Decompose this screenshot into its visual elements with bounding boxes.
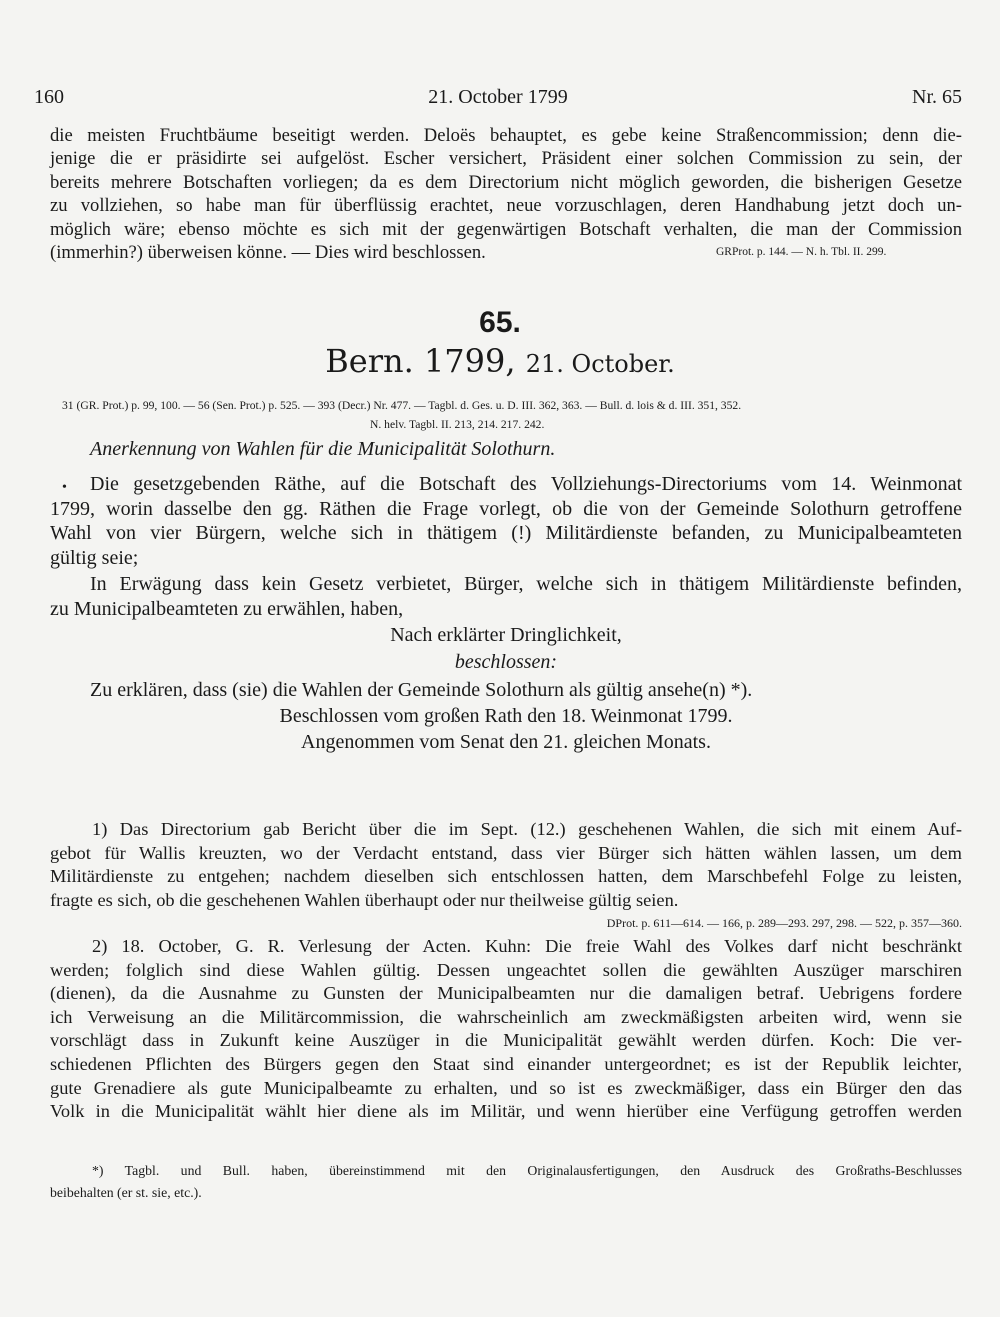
entry-date: 21. October. (525, 350, 675, 378)
text-line: Die gesetzgebenden Räthe, auf die Botschaft des Vollziehungs-Directoriums vom 14. Weinmonat (90, 473, 962, 495)
text-line (50, 241, 962, 264)
text-line: vorschlägt dass in Zukunft keine Auszüger in die Municipalität gewählt werden dürfen. Koch: Die ver- (50, 1030, 962, 1051)
resolved-clause: beschlossen: (454, 651, 558, 674)
continuation-paragraph (50, 124, 962, 264)
text-line: zu vollziehen, so habe man für überflüssig erachtet, neue vorzuschlagen, deren Handhabung jetzt doch un- (50, 195, 962, 217)
text-line: zu Municipalbeamteten zu erwählen, haben, (50, 597, 404, 620)
text-line: (dienen), da die Ausnahme zu Gunsten der Municipalbeamten nur die damaligen betraf. Uebrigens fordere (50, 983, 962, 1004)
text-line: gute Grenadiere als gute Municipalbeamte zu erhalten, und so ist es zweckmäßiger, dass ein Bürger den das (50, 1077, 962, 1098)
entry-subtitle: Anerkennung von Wahlen für die Municipalität Solothurn. (90, 438, 556, 460)
text-line: 2) 18. October, G. R. Verlesung der Acten. Kuhn: Die freie Wahl des Volkes darf nicht beschränkt (92, 936, 962, 956)
header-date: 21. October 1799 (428, 86, 568, 108)
text-line: In Erwägung dass kein Gesetz verbietet, Bürger, welche sich in thätigem Militärdienste befinden, (90, 573, 962, 596)
source-line: N. helv. Tagbl. II. 213, 214. 217. 242. (370, 418, 545, 431)
text-line: gebot für Wallis kreuzten, wo der Verdacht entstand, dass vier Bürger sich hätten wählen lassen, um dem (50, 842, 962, 863)
source-list (62, 396, 962, 434)
text-line: 1799, worin dasselbe den gg. Räthen die Frage vorlegt, ob die von der Gemeinde Solothurn getroffene (50, 497, 962, 520)
council-resolution: Beschlossen vom großen Rath den 18. Weinmonat 1799. (279, 705, 733, 728)
decree-text (50, 472, 962, 755)
running-header (34, 86, 962, 114)
text-line: schiedenen Pflichten des Bürgers gegen den Staat sind einander untergeordnet; es ist der Republik leichter, (50, 1053, 962, 1074)
senate-acceptance: Angenommen vom Senat den 21. gleichen Monats. (301, 730, 711, 753)
footnote-line: *) Tagbl. und Bull. haben, übereinstimmend mit den Originalausfertigungen, den Ausdruck des Großraths-Beschlusses (92, 1163, 962, 1178)
text-line: bereits mehrere Botschaften vorliegen; da es dem Directorium nicht möglich geworden, die bisherigen Gesetze (50, 171, 962, 193)
source-reference: GRProt. p. 144. — N. h. Tbl. II. 299. (716, 245, 887, 258)
footnote (50, 1160, 962, 1204)
entry-heading (0, 342, 1000, 380)
urgency-clause: Nach erklärter Dringlichkeit, (390, 623, 622, 646)
note-1 (50, 818, 962, 936)
text-line: jenige die er präsidirte sei aufgelöst. Escher versichert, Präsident einer solchen Commission zu sein, der (50, 148, 962, 170)
footnote-line: beibehalten (er st. sie, etc.). (50, 1185, 202, 1200)
text-line: Volk in die Municipalität wählt hier diene als im Militär, und wenn hierüber eine Verfügung getroffen werden (50, 1101, 962, 1122)
margin-mark: • (62, 480, 67, 495)
declaration-clause: Zu erklären, dass (sie) die Wahlen der Gemeinde Solothurn als gültig ansehe(n) *). (90, 678, 753, 701)
text-line: werden; folglich sind diese Wahlen gültig. Dessen ungeachtet sollen die gewählten Auszüger marschiren (50, 959, 962, 980)
text-line: möglich wäre; ebenso möchte es sich mit der gegenwärtigen Botschaft verhalten, die man der Commission (50, 218, 962, 240)
entry-number: 65. (479, 306, 521, 339)
text-line: Wahl von vier Bürgern, welche sich in thätigem (!) Militärdienste befanden, zu Municipalbeamteten (50, 522, 962, 545)
text-line: gültig seie; (50, 546, 139, 569)
text-line: fragte es sich, ob die geschehenen Wahlen überhaupt oder nur theilweise gültig seien. (50, 889, 679, 910)
entry-number-header: Nr. 65 (912, 86, 962, 108)
closing-text: (immerhin?) überweisen könne. — Dies wird beschlossen. (50, 241, 486, 263)
text-line: Militärdienste zu entgehen; nachdem dieselben sich entschlossen hatten, dem Marschbefehl Folge zu leisten, (50, 866, 962, 887)
entry-place: Bern. 1799, (325, 342, 516, 380)
note-2 (50, 935, 962, 1124)
text-line: die meisten Fruchtbäume beseitigt werden. Deloës behauptet, es gebe keine Straßencommission; denn die- (50, 125, 962, 146)
text-line: 1) Das Directorium gab Bericht über die im Sept. (12.) geschehenen Wahlen, die sich mit einem Auf- (92, 819, 962, 839)
source-reference: DProt. p. 611—614. — 166, p. 289—293. 297, 298. — 522, p. 357—360. (606, 916, 962, 931)
text-line: ich Verweisung an die Militärcommission, die wahrscheinlich am zweckmäßigsten arbeiten wird, wenn sie (50, 1006, 962, 1027)
page-number: 160 (34, 86, 64, 108)
source-line: 31 (GR. Prot.) p. 99, 100. — 56 (Sen. Prot.) p. 525. — 393 (Decr.) Nr. 477. — Tagbl. d. Ges. u. D. III. 362, 363. — Bull. d. lois & d. III. 351, 352. (62, 399, 742, 412)
